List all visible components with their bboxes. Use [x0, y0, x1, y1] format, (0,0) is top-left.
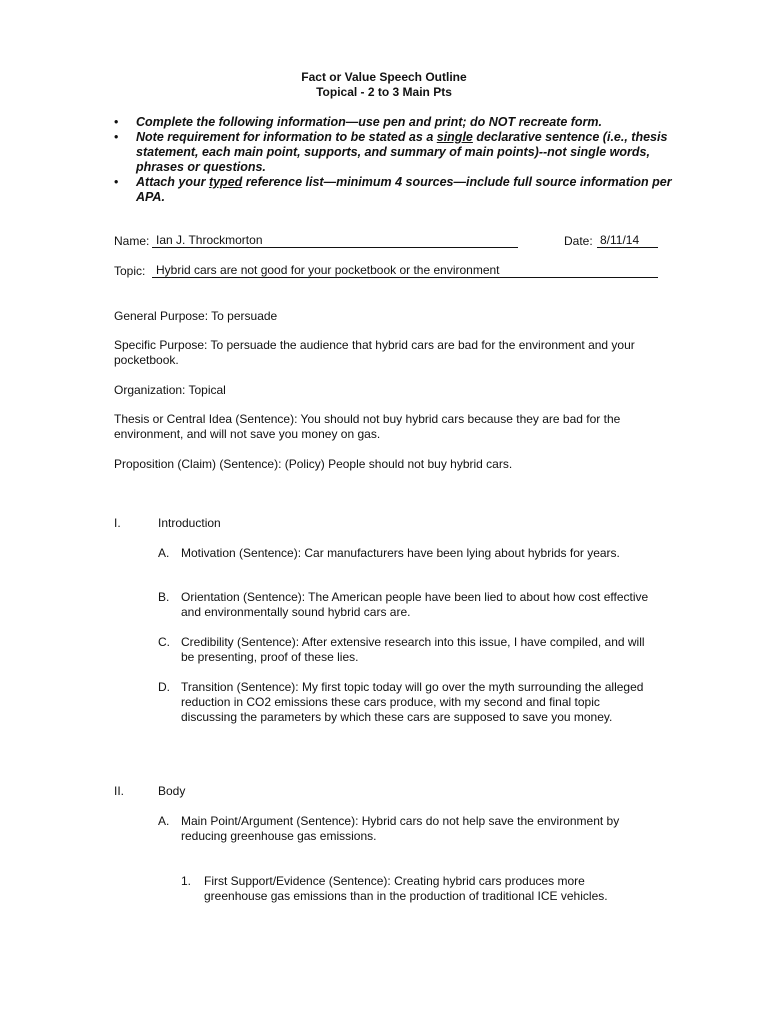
name-label: Name:	[114, 234, 150, 248]
organization: Organization: Topical	[114, 383, 226, 397]
instruction-item	[114, 130, 674, 175]
outline-letter: B.	[158, 590, 170, 604]
instruction-underlined: typed	[208, 175, 243, 189]
instruction-item	[114, 115, 674, 130]
instruction-text: Complete the following information—use pen and print; do NOT recreate form.	[136, 115, 602, 129]
bullet-icon: •	[114, 130, 119, 144]
outline-item-support: First Support/Evidence (Sentence): Creating hybrid cars produces more greenhouse gas emissions than in the production of traditional ICE vehicles.	[204, 874, 608, 903]
outline-letter: A.	[158, 546, 170, 560]
instruction-item	[114, 175, 674, 205]
topic-label: Topic:	[114, 264, 146, 278]
instruction-list	[114, 115, 674, 205]
outline-letter: C.	[158, 635, 170, 649]
outline-letter: A.	[158, 814, 170, 828]
document-subtitle: Topical - 2 to 3 Main Pts	[316, 85, 452, 99]
date-field: 8/11/14	[597, 233, 658, 248]
section-heading-body: Body	[158, 784, 186, 798]
date-label: Date:	[564, 234, 593, 248]
instruction-text: Note requirement for information to be stated as a	[136, 130, 437, 144]
name-field: Ian J. Throckmorton	[152, 233, 518, 248]
instruction-text: Attach your	[136, 175, 209, 189]
section-heading-introduction: Introduction	[158, 516, 221, 530]
outline-letter: D.	[158, 680, 170, 694]
general-purpose: General Purpose: To persuade	[114, 309, 278, 323]
instruction-underlined: single	[436, 130, 473, 144]
specific-purpose: Specific Purpose: To persuade the audience that hybrid cars are bad for the environment and your pocketbook.	[114, 338, 635, 367]
proposition: Proposition (Claim) (Sentence): (Policy) People should not buy hybrid cars.	[114, 457, 513, 471]
outline-item-motivation: Motivation (Sentence): Car manufacturers have been lying about hybrids for years.	[181, 546, 620, 560]
section-numeral: I.	[114, 516, 121, 530]
outline-item-main-point: Main Point/Argument (Sentence): Hybrid cars do not help save the environment by reducing greenhouse gas emissions.	[181, 814, 620, 843]
outline-item-orientation: Orientation (Sentence): The American people have been lied to about how cost effective and environmentally sound hybrid cars are.	[181, 590, 649, 619]
outline-number: 1.	[181, 874, 192, 888]
thesis: Thesis or Central Idea (Sentence): You should not buy hybrid cars because they are bad for the environment, and will not save you money on gas.	[114, 412, 621, 441]
instruction-text: declarative sentence (i.e., thesis statement, each main point, supports, and summary of main points)--not single words, phrases or questions.	[136, 130, 668, 174]
topic-field: Hybrid cars are not good for your pocketbook or the environment	[152, 263, 658, 278]
outline-item-transition: Transition (Sentence): My first topic today will go over the myth surrounding the alleged reduction in CO2 emissions these cars produce, with my second and final topic discussing the parameters by which these cars are supposed to save you money.	[181, 680, 644, 724]
bullet-icon: •	[114, 175, 119, 189]
section-numeral: II.	[114, 784, 125, 798]
outline-item-credibility: Credibility (Sentence): After extensive research into this issue, I have compiled, and will be presenting, proof of these lies.	[181, 635, 645, 664]
instruction-text: reference list—minimum 4 sources—include full source information per APA.	[136, 175, 672, 204]
document-title: Fact or Value Speech Outline	[301, 70, 467, 84]
bullet-icon: •	[114, 115, 119, 129]
